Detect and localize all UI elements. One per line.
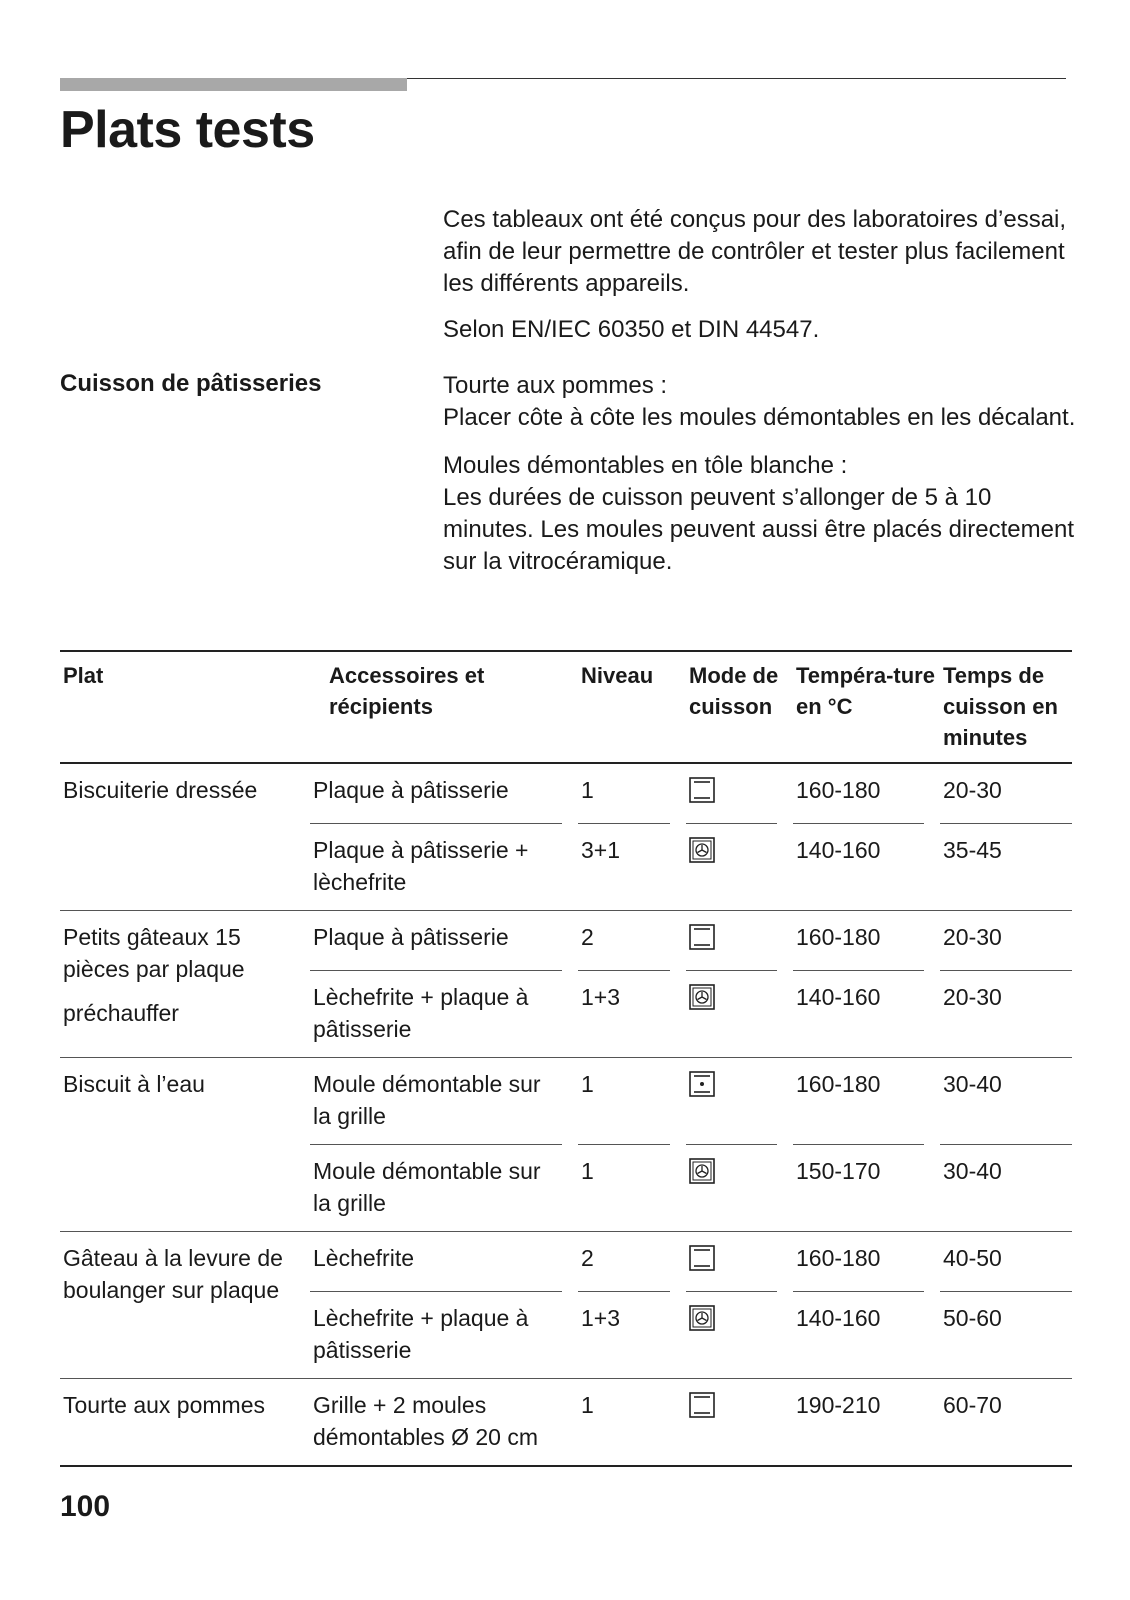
table-group xyxy=(60,911,1072,1058)
mode-cell xyxy=(686,824,777,910)
accessories-cell: Plaque à pâtisserie xyxy=(310,764,562,824)
hot-air-icon xyxy=(689,837,715,871)
table-group xyxy=(60,1058,1072,1232)
temperature-cell: 140-160 xyxy=(796,984,881,1010)
table-body xyxy=(60,764,1072,1465)
level-cell: 3+1 xyxy=(581,837,621,863)
note-text: Placer côte à côte les moules démontables en les décalant. xyxy=(443,404,1076,431)
temperature-cell: 160-180 xyxy=(793,764,924,824)
note-tin-moulds xyxy=(443,450,1083,578)
time-cell: 30-40 xyxy=(940,1058,1072,1145)
table-row xyxy=(294,1379,1072,1465)
dish-label: Petits gâteaux 15 pièces par plaque xyxy=(63,924,245,982)
dish-label: Biscuiterie dressée xyxy=(63,777,258,803)
note-apple-pie xyxy=(443,370,1083,434)
note-heading: Moules démontables en tôle blanche : xyxy=(443,452,848,479)
hot-air-icon xyxy=(689,1158,715,1192)
table-row xyxy=(294,1232,1072,1292)
level-cell: 1 xyxy=(581,1392,594,1418)
temperature-cell: 160-180 xyxy=(793,1058,924,1145)
dish-name xyxy=(60,764,294,910)
header-dish: Plat xyxy=(63,663,104,688)
top-bottom-heat-icon xyxy=(689,924,715,958)
time-cell: 40-50 xyxy=(940,1232,1072,1292)
note-heading: Tourte aux pommes : xyxy=(443,372,668,399)
section-label: Cuisson de pâtisseries xyxy=(60,370,322,397)
hydro-bake-icon xyxy=(689,1071,715,1105)
time-cell: 20-30 xyxy=(940,764,1072,824)
dish-name xyxy=(60,1232,294,1378)
table-row xyxy=(294,764,1072,824)
level-cell: 1 xyxy=(578,1058,670,1145)
top-bottom-heat-icon xyxy=(689,1392,715,1426)
table-row xyxy=(294,824,1072,910)
dish-label: Biscuit à l’eau xyxy=(63,1071,205,1097)
table-group xyxy=(60,1379,1072,1465)
top-bottom-heat-icon xyxy=(689,777,715,811)
temperature-cell: 150-170 xyxy=(796,1158,881,1184)
time-cell: 20-30 xyxy=(940,911,1072,971)
accessories-cell: Lèchefrite xyxy=(310,1232,562,1292)
table-row xyxy=(294,1058,1072,1145)
dish-label: Tourte aux pommes xyxy=(63,1392,265,1418)
mode-cell xyxy=(686,1058,777,1145)
header-mode: Mode de cuisson xyxy=(689,663,779,719)
level-cell: 1 xyxy=(578,764,670,824)
page-title: Plats tests xyxy=(60,101,315,159)
mode-cell xyxy=(686,1379,777,1465)
accessories-cell: Lèchefrite + plaque à pâtisserie xyxy=(313,1305,529,1363)
header-accessories: Accessoires et récipients xyxy=(329,663,485,719)
level-cell: 1 xyxy=(581,1158,594,1184)
header-time: Temps de cuisson en minutes xyxy=(943,663,1058,750)
mode-cell xyxy=(686,1145,777,1231)
header-temperature: Tempéra-ture en °C xyxy=(796,663,935,719)
notes xyxy=(443,370,1083,594)
dish-name xyxy=(60,1058,294,1231)
mode-cell xyxy=(686,1232,777,1292)
table-row xyxy=(294,1145,1072,1231)
top-bottom-heat-icon xyxy=(689,1245,715,1279)
accessories-cell: Plaque à pâtisserie xyxy=(310,911,562,971)
dish-name xyxy=(60,911,294,1057)
accessories-cell: Lèchefrite + plaque à pâtisserie xyxy=(313,984,529,1042)
time-cell: 50-60 xyxy=(943,1305,1002,1331)
accessories-cell: Plaque à pâtisserie + lèchefrite xyxy=(313,837,529,895)
time-cell: 30-40 xyxy=(943,1158,1002,1184)
mode-cell xyxy=(686,764,777,824)
time-cell: 35-45 xyxy=(943,837,1002,863)
time-cell: 20-30 xyxy=(943,984,1002,1010)
hot-air-icon xyxy=(689,984,715,1018)
intro-standard: Selon EN/IEC 60350 et DIN 44547. xyxy=(443,316,820,343)
table-row xyxy=(294,911,1072,971)
dish-note: préchauffer xyxy=(63,1000,179,1026)
intro-text xyxy=(443,204,1083,346)
hot-air-icon xyxy=(689,1305,715,1339)
mode-cell xyxy=(686,911,777,971)
table-group xyxy=(60,1232,1072,1379)
note-text: Les durées de cuisson peuvent s’allonger de 5 à 10 minutes. Les moules peuvent aussi être placés directement sur la vitrocéramique. xyxy=(443,484,1074,575)
table-row xyxy=(294,1292,1072,1378)
temperature-cell: 190-210 xyxy=(796,1392,881,1418)
level-cell: 2 xyxy=(578,1232,670,1292)
mode-cell xyxy=(686,971,777,1057)
accessories-cell: Moule démontable sur la grille xyxy=(310,1058,562,1145)
header-level: Niveau xyxy=(581,663,654,688)
level-cell: 1+3 xyxy=(581,1305,621,1331)
page-number: 100 xyxy=(60,1490,111,1523)
baking-table xyxy=(60,650,1072,1467)
table-row xyxy=(294,971,1072,1057)
temperature-cell: 160-180 xyxy=(793,911,924,971)
mode-cell xyxy=(686,1292,777,1378)
title-accent-bar xyxy=(60,78,407,91)
accessories-cell: Moule démontable sur la grille xyxy=(313,1158,541,1216)
level-cell: 2 xyxy=(578,911,670,971)
table-group xyxy=(60,764,1072,911)
temperature-cell: 140-160 xyxy=(796,1305,881,1331)
level-cell: 1+3 xyxy=(581,984,621,1010)
accessories-cell: Grille + 2 moules démontables Ø 20 cm xyxy=(313,1392,539,1450)
dish-name xyxy=(60,1379,294,1465)
intro-paragraph: Ces tableaux ont été conçus pour des laboratoires d’essai, afin de leur permettre de contrôler et tester plus facilement les différents appareils. xyxy=(443,206,1067,297)
temperature-cell: 160-180 xyxy=(793,1232,924,1292)
temperature-cell: 140-160 xyxy=(796,837,881,863)
table-header xyxy=(60,652,1072,764)
dish-label: Gâteau à la levure de boulanger sur plaque xyxy=(63,1245,283,1303)
time-cell: 60-70 xyxy=(943,1392,1002,1418)
